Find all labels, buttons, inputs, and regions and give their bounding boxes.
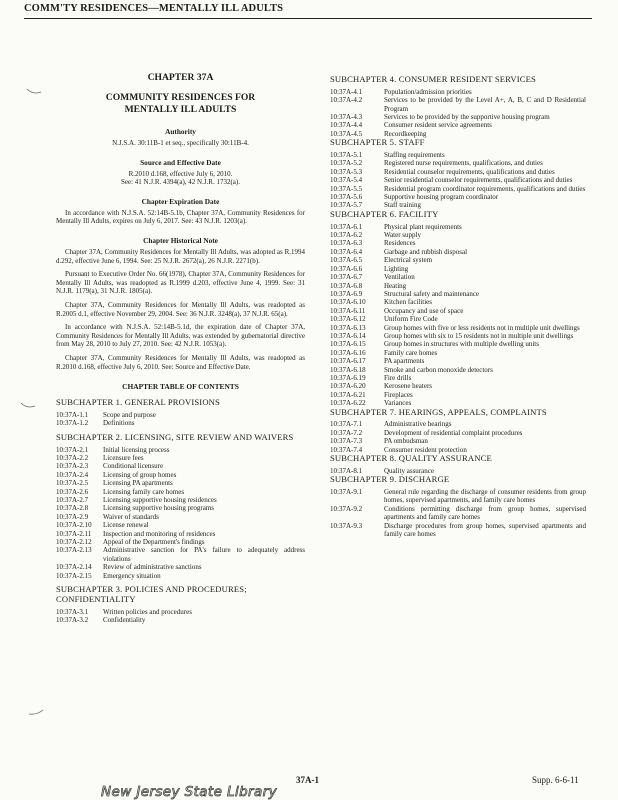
section-title: Licensing supportive housing programs [103,504,215,513]
section-title: Licensing supportive housing residences [103,495,217,504]
toc-entry [56,530,305,538]
toc-entry [56,419,305,427]
toc-entry [330,168,586,176]
toc-entry [56,608,305,616]
toc-entry [56,504,305,512]
toc-entry [56,496,305,504]
section-number: 10:37A-6.13 [330,323,366,332]
toc-entry [56,513,305,521]
section-number: 10:37A-6.20 [330,382,366,391]
history-paragraph: Chapter 37A, Community Residences for Mentally Ill Adults, was adopted as R.1994 d.292, effective June 6, 1994. See: 25 N.J.R. 2672(a), 26 N.J.R. 2271(b). [56,247,305,265]
section-number: 10:37A-4.3 [330,113,363,122]
section-number: 10:37A-6.6 [330,264,363,273]
section-title: General rule regarding the discharge of consumer residents from group homes, supervised apartments, and family care homes [384,488,586,505]
section-title: Kerosene heaters [384,382,433,391]
section-title: PA apartments [384,357,425,366]
section-number: 10:37A-2.13 [56,546,92,555]
chapter-title [56,92,305,115]
expiration-heading: Chapter Expiration Date [141,196,220,206]
section-number: 10:37A-5.1 [330,151,363,160]
toc-entry [56,479,305,487]
section-title: Licensing family care homes [103,487,185,496]
section-title: Registered nurse requirements, qualifications, and duties [384,159,543,168]
history-notes [56,248,305,371]
section-title: Ventilation [384,273,415,282]
margin-mark-icon [20,402,36,409]
toc-entry [330,96,586,113]
section-title: Appeal of the Department's findings [103,537,205,546]
toc-right [330,75,586,538]
toc-entry [56,538,305,546]
section-title: Consumer resident protection [384,445,467,454]
toc-entry [330,231,586,239]
section-title: Variances [384,399,412,408]
section-number: 10:37A-7.1 [330,420,363,429]
section-title: Fire drills [384,373,412,382]
section-title: Lighting [384,264,409,273]
section-title: Group homes in structures with multiple dwelling units [384,340,539,349]
section-number: 10:37A-2.3 [56,462,89,471]
section-number: 10:37A-2.2 [56,453,89,462]
section-number: 10:37A-6.4 [330,247,363,256]
toc-entry [56,546,305,563]
left-column [56,72,305,624]
history-paragraph: Chapter 37A, Community Residences for Mentally Ill Adults, was readopted as R.2010 d.168, effective July 6, 2010. See: Source and Effective Date. [56,353,305,371]
chapter-title-line-2: MENTALLY ILL ADULTS [124,103,237,115]
toc-entry [330,307,586,315]
section-number: 10:37A-9.3 [330,521,363,530]
section-number: 10:37A-2.12 [56,537,92,546]
section-title: Kitchen facilities [384,298,433,307]
subchapter-heading: SUBCHAPTER 1. GENERAL PROVISIONS [56,397,220,408]
toc-entry [330,176,586,184]
section-number: 10:37A-2.5 [56,479,89,488]
toc-entry [56,616,305,624]
page-number: 37A-1 [296,775,319,785]
section-number: 10:37A-4.4 [330,121,363,130]
section-title: License renewal [103,521,149,530]
subchapter-heading: SUBCHAPTER 7. HEARINGS, APPEALS, COMPLAINTS [330,406,547,417]
section-number: 10:37A-6.18 [330,365,366,374]
section-number: 10:37A-7.2 [330,428,363,437]
section-number: 10:37A-1.1 [56,410,89,419]
section-number: 10:37A-2.10 [56,521,92,530]
section-number: 10:37A-4.1 [330,87,363,96]
toc-entry [330,248,586,256]
margin-mark-icon [28,709,44,716]
section-number: 10:37A-6.8 [330,281,363,290]
toc-entry [330,290,586,298]
section-number: 10:37A-2.14 [56,563,92,572]
toc-entry [330,239,586,247]
toc-entry [330,522,586,539]
section-number: 10:37A-3.1 [56,607,89,616]
chapter-title-line-1: COMMUNITY RESIDENCES FOR [105,92,256,103]
toc-entry [56,521,305,529]
section-number: 10:37A-6.5 [330,256,363,265]
section-title: Garbage and rubbish disposal [384,247,468,256]
toc-entry [56,488,305,496]
toc-subchapter [330,454,586,475]
section-title: Scope and purpose [103,410,156,419]
section-number: 10:37A-6.22 [330,399,366,408]
right-column [330,75,586,538]
toc-entry [330,332,586,340]
section-number: 10:37A-9.1 [330,488,363,497]
section-title: Smoke and carbon monoxide detectors [384,365,493,374]
section-title: Population/admission priorities [384,87,472,96]
section-number: 10:37A-5.4 [330,176,363,185]
section-title: Discharge procedures from group homes, supervised apartments and family care homes [384,521,586,539]
subchapter-heading: SUBCHAPTER 5. STAFF [330,137,425,148]
toc-entry [330,366,586,374]
section-title: Initial licensing process [103,445,170,454]
authority-text: N.J.S.A. 30:11B-1 et seq., specifically 30:11B-4. [112,139,249,147]
margin-mark-icon [26,88,42,95]
section-number: 10:37A-2.4 [56,470,89,479]
chapter-number: CHAPTER 37A [147,72,214,83]
section-title: Water supply [384,231,421,240]
toc-entry [330,324,586,332]
section-number: 10:37A-6.2 [330,231,363,240]
source-heading: Source and Effective Date [140,157,221,167]
section-number: 10:37A-6.7 [330,273,363,282]
toc-entry [330,391,586,399]
section-title: Development of residential complaint procedures [384,428,523,437]
history-paragraph: Pursuant to Executive Order No. 66(1978), Chapter 37A, Community Residences for Mentally Ill Adults, was readopted as R.1999 d.203, effective June 4, 1999. See: 31 N.J.R. 1179(a), 31 N.J.R. 1805(a). [56,270,305,296]
toc-entry [330,282,586,290]
section-title: Occupancy and use of space [384,306,464,315]
section-number: 10:37A-5.3 [330,167,363,176]
section-title: Administrative hearings [384,420,452,429]
history-heading: Chapter Historical Note [143,235,218,245]
toc-entry [56,462,305,470]
section-number: 10:37A-5.5 [330,184,363,193]
section-title: Electrical system [384,256,433,265]
toc-subchapter [56,398,305,428]
toc-entry [330,340,586,348]
section-number: 10:37A-6.19 [330,373,366,382]
section-number: 10:37A-6.14 [330,331,366,340]
toc-subchapter [330,408,586,454]
toc-entry [330,265,586,273]
toc-subchapter [330,75,586,138]
toc-entry [330,193,586,201]
section-number: 10:37A-7.4 [330,445,363,454]
section-number: 10:37A-2.11 [56,529,92,538]
section-number: 10:37A-4.2 [330,96,363,105]
toc-entry [330,223,586,231]
section-title: Quality assurance [384,466,434,475]
section-number: 10:37A-8.1 [330,466,363,475]
toc-entry [330,315,586,323]
toc-entry [330,505,586,522]
section-title: Recordkeeping [384,129,427,138]
section-title: Administrative sanction for PA's failure to adequately address violations [103,546,305,563]
section-number: 10:37A-2.9 [56,512,89,521]
toc-entry [330,357,586,365]
toc-entry [330,429,586,437]
section-title: Licensure fees [103,453,144,462]
history-paragraph: Chapter 37A, Community Residences for Mentally Ill Adults, was readopted as R.2005 d.1, effective November 29, 2004. See: 36 N.J.R. 3248(a), 37 N.J.R. 65(a). [56,300,305,318]
section-number: 10:37A-6.11 [330,306,366,315]
toc-entry [56,563,305,571]
section-number: 10:37A-6.12 [330,315,366,324]
section-title: Waiver of standards [103,512,159,521]
toc-subchapter [330,138,586,210]
section-title: Heating [384,281,407,290]
section-title: Services to be provided by the Level A+, A, B, C and D Residential Program [384,96,586,113]
toc-subchapter [56,585,305,624]
section-title: Licensing of group homes [103,470,177,479]
section-title: Conditions permitting discharge from group homes, supervised apartments and family care homes [384,504,586,522]
toc-entry [330,374,586,382]
toc-entry [330,151,586,159]
section-title: Definitions [103,419,135,428]
toc-entry [330,121,586,129]
toc-entry [56,471,305,479]
subchapter-heading: SUBCHAPTER 9. DISCHARGE [330,474,450,485]
authority-heading: Authority [165,127,196,136]
section-number: 10:37A-5.6 [330,193,363,202]
running-head: COMM'TY RESIDENCES—MENTALLY ILL ADULTS [24,3,284,14]
section-title: Group homes with five or less residents not in multiple unit dwellings [384,323,580,332]
toc-entry [330,298,586,306]
toc-entry [330,88,586,96]
section-title: Emergency situation [103,571,161,580]
toc-subchapter [330,475,586,538]
section-title: Physical plant requirements [384,222,462,231]
subchapter-heading: SUBCHAPTER 3. POLICIES AND PROCEDURES; CONFIDENTIALITY [56,584,247,604]
toc-entry [330,185,586,193]
section-title: Staff training [384,201,422,210]
section-number: 10:37A-2.1 [56,445,89,454]
section-title: Senior residential counselor requirements, qualifications and duties [384,176,573,185]
toc-entry [56,572,305,580]
section-number: 10:37A-6.21 [330,390,366,399]
section-number: 10:37A-6.10 [330,298,366,307]
section-number: 10:37A-7.3 [330,437,363,446]
toc-entry [56,446,305,454]
toc-entry [56,454,305,462]
expiration-text: In accordance with N.J.S.A. 52:14B-5.1b, Chapter 37A, Community Residences for Mentally Ill Adults, expires on July 6, 2017. See: 43 N.J.R. 1203(a). [56,208,305,226]
section-title: Licensing PA apartments [103,479,173,488]
section-number: 10:37A-2.8 [56,504,89,513]
section-number: 10:37A-5.7 [330,201,363,210]
section-title: Group homes with six to 15 residents not in multiple unit dwellings [384,331,574,340]
section-number: 10:37A-6.3 [330,239,363,248]
section-title: Staffing requirements [384,151,445,160]
subchapter-heading: SUBCHAPTER 2. LICENSING, SITE REVIEW AND WAIVERS [56,431,294,442]
toc-entry [330,256,586,264]
source-text-1: R.2010 d.168, effective July 6, 2010. [128,169,233,178]
section-number: 10:37A-6.15 [330,340,366,349]
toc-subchapter [56,433,305,580]
section-title: Family care homes [384,348,438,357]
subchapter-heading: SUBCHAPTER 6. FACILITY [330,208,439,219]
section-title: Residential program coordinator requirements, qualifications and duties [384,184,586,193]
toc-entry [330,159,586,167]
section-number: 10:37A-5.2 [330,159,363,168]
subchapter-heading: SUBCHAPTER 8. QUALITY ASSURANCE [330,453,492,464]
section-title: Services to be provided by the supportive housing program [384,113,550,122]
toc-entry [330,420,586,428]
section-title: Conditional licensure [103,462,164,471]
section-title: Structural safety and maintenance [384,289,480,298]
section-number: 10:37A-4.5 [330,129,363,138]
section-number: 10:37A-6.1 [330,222,363,231]
header-rule [24,18,592,19]
toc-entry [330,273,586,281]
section-title: Residences [384,239,416,248]
section-number: 10:37A-6.17 [330,357,366,366]
section-number: 10:37A-9.2 [330,504,363,513]
toc-entry [330,488,586,505]
toc-entry [330,349,586,357]
section-title: Review of administrative sanctions [103,563,202,572]
toc-entry [330,382,586,390]
section-title: Consumer resident service agreements [384,121,492,130]
section-number: 10:37A-2.15 [56,571,92,580]
library-watermark: New Jersey State Library [101,784,278,800]
toc-entry [330,437,586,445]
source-text-2: See: 41 N.J.R. 4394(a), 42 N.J.R. 1732(a). [121,178,240,187]
toc-heading: CHAPTER TABLE OF CONTENTS [122,382,239,392]
section-number: 10:37A-2.6 [56,487,89,496]
section-number: 10:37A-2.7 [56,495,89,504]
section-title: Inspection and monitoring of residences [103,529,216,538]
supplement-date: Supp. 6-6-11 [532,775,579,785]
section-number: 10:37A-6.9 [330,289,363,298]
section-title: Uniform Fire Code [384,315,438,324]
section-title: PA ombudsman [384,437,428,446]
toc-subchapter [330,210,586,408]
section-title: Written policies and procedures [103,607,192,616]
toc-entry [330,113,586,121]
section-number: 10:37A-6.16 [330,348,366,357]
section-number: 10:37A-1.2 [56,419,89,428]
toc-left [56,398,305,624]
subchapter-heading: SUBCHAPTER 4. CONSUMER RESIDENT SERVICES [330,74,536,84]
history-paragraph: In accordance with N.J.S.A. 52:14B-5.1d, the expiration date of Chapter 37A, Community Residences for Mentally Ill Adults, was extended by gubernatorial directive from May 28, 2010 to July 27, 2010. See: 42 N.J.R. 1053(a). [56,323,305,349]
section-title: Supportive housing program coordinator [384,193,499,202]
section-title: Residential counselor requirements, qualifications and duties [384,167,555,176]
toc-entry [56,411,305,419]
section-title: Fireplaces [384,390,413,399]
section-number: 10:37A-3.2 [56,616,89,624]
section-title: Confidentiality [103,616,146,624]
